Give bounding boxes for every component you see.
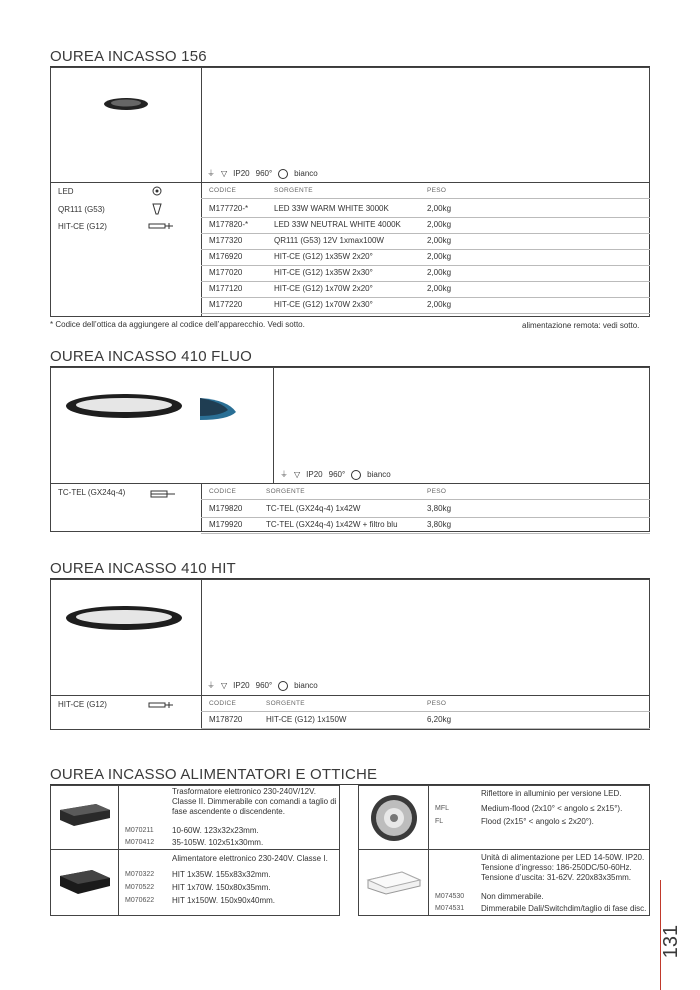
- row-divider: [201, 728, 650, 729]
- item-code: M070412: [125, 839, 155, 846]
- row-code: M176920: [209, 252, 243, 261]
- col-header-weight: PESO: [427, 700, 447, 707]
- row-source: LED 33W NEUTRAL WHITE 4000K: [274, 220, 401, 229]
- row-source: HIT-CE (G12) 1x35W 2x20°: [274, 252, 373, 261]
- item-spec: Medium-flood (2x10° < angolo ≤ 2x15°).: [481, 804, 623, 813]
- row-source: QR111 (G53) 12V 1xmax100W: [274, 236, 384, 245]
- column-divider: [118, 785, 119, 916]
- hit-lamp-icon: [148, 701, 174, 709]
- ballast-image: [56, 866, 114, 898]
- row-source: TC-TEL (GX24q-4) 1x42W: [266, 504, 361, 513]
- row-weight: 2,00kg: [427, 220, 452, 229]
- hit-lamp-icon: [148, 222, 174, 230]
- row-divider: [201, 198, 650, 199]
- item-code: FL: [435, 818, 444, 825]
- row-divider: [201, 313, 650, 314]
- fluo-lamp-icon: [150, 490, 176, 498]
- wire-test: 960°: [328, 470, 346, 479]
- ip-rating: IP20: [233, 169, 250, 178]
- column-divider: [201, 67, 202, 317]
- ip-rating: IP20: [233, 681, 250, 690]
- row-divider: [50, 483, 650, 484]
- row-weight: 2,00kg: [427, 236, 452, 245]
- reflector-image: [368, 790, 420, 846]
- page-number: 131: [659, 924, 682, 959]
- item-spec: Non dimmerabile.: [481, 892, 544, 901]
- remote-supply-note: alimentazione remota: vedi sotto.: [522, 321, 640, 330]
- item-spec: 35-105W. 102x51x30mm.: [172, 838, 264, 847]
- row-divider: [201, 517, 650, 518]
- flammable-surface-icon: ▽: [221, 169, 228, 178]
- section-title-alimentatori-ottiche: OUREA INCASSO ALIMENTATORI E OTTICHE: [50, 766, 378, 783]
- row-source: TC-TEL (GX24q-4) 1x42W + filtro blu: [266, 520, 398, 529]
- col-header-source: SORGENTE: [274, 187, 313, 194]
- row-divider: [358, 849, 650, 850]
- col-header-source: SORGENTE: [266, 700, 305, 707]
- row-source: HIT-CE (G12) 1x35W 2x30°: [274, 268, 373, 277]
- row-divider: [201, 233, 650, 234]
- downlight-410-fluo-image: [62, 388, 192, 428]
- item-spec: HIT 1x150W. 150x90x40mm.: [172, 896, 276, 905]
- color-label: bianco: [294, 169, 318, 178]
- row-code: M177720-*: [209, 204, 249, 213]
- symbol-row: [207, 168, 318, 179]
- item-code: M070622: [125, 897, 155, 904]
- item-spec: Dimmerabile Dali/Switchdim/taglio di fase disc.: [481, 904, 647, 913]
- row-code: M178720: [209, 715, 243, 724]
- row-code: M177320: [209, 236, 243, 245]
- color-swatch-icon: [278, 681, 288, 691]
- col-header-code: CODICE: [209, 700, 237, 707]
- item-spec: Flood (2x15° < angolo ≤ 2x20°).: [481, 817, 594, 826]
- row-divider: [201, 249, 650, 250]
- col-header-code: CODICE: [209, 187, 237, 194]
- row-divider: [201, 297, 650, 298]
- row-source: HIT-CE (G12) 1x150W: [266, 715, 347, 724]
- row-weight: 3,80kg: [427, 520, 452, 529]
- column-divider: [201, 579, 202, 730]
- row-weight: 3,80kg: [427, 504, 452, 513]
- row-weight: 2,00kg: [427, 252, 452, 261]
- column-divider: [428, 785, 429, 916]
- lamp-type: HIT-CE (G12): [58, 700, 107, 709]
- downlight-156-image: [90, 90, 170, 120]
- section-title-incasso-410-hit: OUREA INCASSO 410 HIT: [50, 560, 236, 577]
- col-header-code: CODICE: [209, 488, 237, 495]
- earth-icon: ⏚: [207, 681, 215, 690]
- color-swatch-icon: [278, 169, 288, 179]
- symbol-row: [207, 680, 318, 691]
- wire-test: 960°: [255, 169, 273, 178]
- row-code: M177120: [209, 284, 243, 293]
- led-icon: [150, 185, 164, 197]
- row-source: HIT-CE (G12) 1x70W 2x30°: [274, 300, 373, 309]
- reflector-description: Riflettore in alluminio per versione LED.: [481, 789, 622, 798]
- item-spec: HIT 1x70W. 150x80x35mm.: [172, 883, 271, 892]
- ballast-description: Alimentatore elettronico 230-240V. Classe I.: [172, 854, 328, 863]
- row-weight: 6,20kg: [427, 715, 452, 724]
- transformer-image: [56, 800, 114, 830]
- blue-filter-image: [198, 390, 238, 430]
- row-divider: [201, 265, 650, 266]
- lamp-type: QR111 (G53): [58, 205, 105, 214]
- row-code: M177820-*: [209, 220, 249, 229]
- ip-rating: IP20: [306, 470, 323, 479]
- flammable-surface-icon: ▽: [221, 681, 228, 690]
- column-divider: [201, 483, 202, 532]
- wire-test: 960°: [255, 681, 273, 690]
- row-divider: [201, 533, 650, 534]
- row-code: M177020: [209, 268, 243, 277]
- row-divider: [50, 695, 650, 696]
- column-divider: [273, 367, 274, 483]
- symbol-row: [280, 469, 391, 480]
- section-title-incasso-156: OUREA INCASSO 156: [50, 48, 207, 65]
- row-source: HIT-CE (G12) 1x70W 2x20°: [274, 284, 373, 293]
- item-code: M070522: [125, 884, 155, 891]
- downlight-410-hit-image: [62, 600, 192, 640]
- col-header-source: SORGENTE: [266, 488, 305, 495]
- col-header-weight: PESO: [427, 187, 447, 194]
- row-source: LED 33W WARM WHITE 3000K: [274, 204, 389, 213]
- row-weight: 2,00kg: [427, 300, 452, 309]
- row-divider: [201, 711, 650, 712]
- color-swatch-icon: [351, 470, 361, 480]
- led-driver-description: Unità di alimentazione per LED 14-50W. IP20. Tensione d’ingresso: 186-250DC/50-60Hz. Tensione d’uscita: 31-62V. 220x83x35mm.: [481, 853, 645, 882]
- row-weight: 2,00kg: [427, 284, 452, 293]
- item-code: M074531: [435, 905, 465, 912]
- item-code: M074530: [435, 893, 465, 900]
- item-code: MFL: [435, 805, 449, 812]
- row-divider: [50, 182, 650, 183]
- row-divider: [201, 281, 650, 282]
- flammable-surface-icon: ▽: [294, 470, 301, 479]
- earth-icon: ⏚: [280, 470, 288, 479]
- qr111-lamp-icon: [150, 202, 164, 216]
- led-driver-image: [364, 866, 424, 900]
- transformer-description: Trasformatore elettronico 230-240V/12V. Classe II. Dimmerabile con comandi a taglio di fase ascendente o discendente.: [172, 787, 337, 816]
- section-title-incasso-410-fluo: OUREA INCASSO 410 FLUO: [50, 348, 252, 365]
- row-code: M179920: [209, 520, 243, 529]
- item-code: M070211: [125, 827, 154, 834]
- lamp-type: TC-TEL (GX24q-4): [58, 488, 126, 497]
- item-spec: 10-60W. 123x32x23mm.: [172, 826, 259, 835]
- lamp-type: LED: [58, 187, 74, 196]
- item-code: M070322: [125, 871, 155, 878]
- row-weight: 2,00kg: [427, 268, 452, 277]
- footnote: * Codice dell’ottica da aggiungere al codice dell’apparecchio. Vedi sotto.: [50, 320, 305, 329]
- row-divider: [201, 499, 650, 500]
- col-header-weight: PESO: [427, 488, 447, 495]
- lamp-type: HIT-CE (G12): [58, 222, 107, 231]
- row-weight: 2,00kg: [427, 204, 452, 213]
- row-divider: [201, 217, 650, 218]
- row-code: M179820: [209, 504, 243, 513]
- color-label: bianco: [367, 470, 391, 479]
- earth-icon: ⏚: [207, 169, 215, 178]
- row-divider: [50, 849, 340, 850]
- color-label: bianco: [294, 681, 318, 690]
- row-code: M177220: [209, 300, 243, 309]
- item-spec: HIT 1x35W. 155x83x32mm.: [172, 870, 271, 879]
